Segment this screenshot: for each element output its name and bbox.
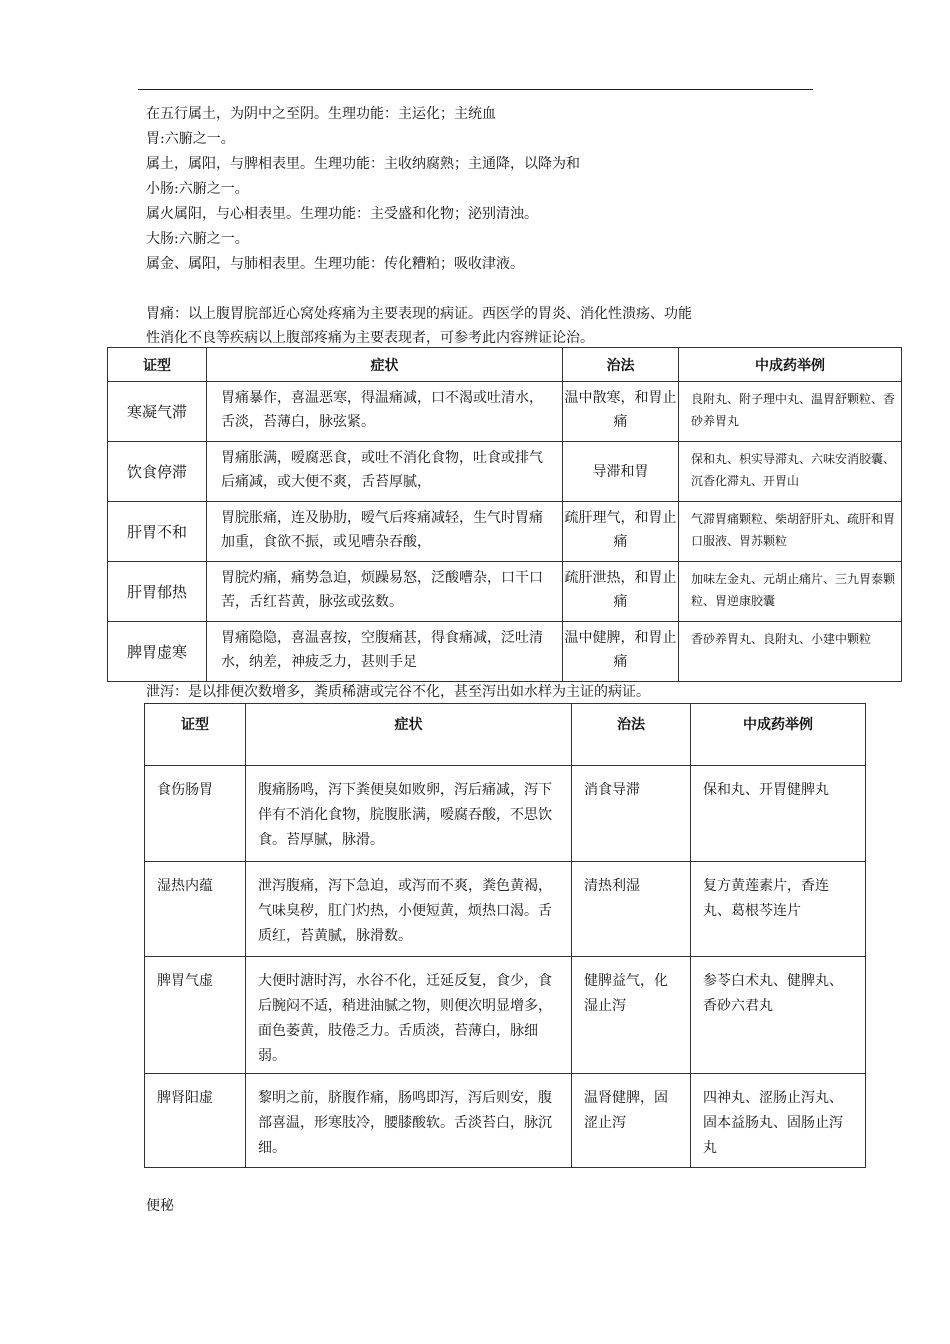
cell-treatment: 导滞和胃	[592, 463, 649, 480]
cell-treatment: 疏肝理气，和胃止痛	[564, 510, 677, 550]
cell-treatment: 疏肝泄热，和胃止痛	[564, 570, 677, 610]
bianmi-heading: 便秘	[146, 1198, 174, 1214]
header-medicine: 中成药举例	[679, 348, 902, 382]
weitong-description: 胃痛：以上腹胃脘部近心窝处疼痛为主要表现的病证。西医学的胃炎、消化性溃疡、功能	[146, 306, 692, 322]
table-header-row	[145, 704, 866, 766]
cell-treatment: 温中健脾，和胃止痛	[564, 630, 677, 670]
cell-medicine: 四神丸、涩肠止泻丸、固本益肠丸、固肠止泻丸	[691, 1074, 866, 1168]
table-header-row	[108, 348, 902, 382]
intro-line: 属金、属阳，与肺相表里。生理功能：传化糟粕；吸收津液。	[146, 256, 524, 272]
table-row	[145, 1074, 866, 1168]
xiexie-table	[144, 703, 866, 1168]
cell-treatment: 消食导滞	[572, 766, 691, 862]
cell-symptoms: 泄泻腹痛，泻下急迫，或泻而不爽，粪色黄褐，气味臭秽，肛门灼热，小便短黄，烦热口渴。舌质红，苔黄腻，脉滑数。	[246, 862, 572, 957]
xiexie-description: 泄泻：是以排便次数增多，粪质稀溏或完谷不化，甚至泻出如水样为主证的病证。	[146, 684, 650, 700]
weitong-table	[107, 347, 902, 682]
table-row	[145, 766, 866, 862]
intro-line: 小肠:六腑之一。	[146, 181, 249, 197]
intro-line: 胃:六腑之一。	[146, 131, 235, 147]
intro-line: 大肠:六腑之一。	[146, 231, 249, 247]
cell-treatment: 温肾健脾，固涩止泻	[572, 1074, 691, 1168]
cell-symptoms: 胃痛暴作，喜温恶寒，得温痛减，口不渴或吐清水，舌淡，苔薄白，脉弦紧。	[221, 390, 543, 430]
cell-symptoms: 黎明之前，脐腹作痛，肠鸣即泻，泻后则安，腹部喜温，形寒肢冷，腰膝酸软。舌淡苔白，脉沉细。	[246, 1074, 572, 1168]
cell-treatment: 健脾益气，化湿止泻	[572, 957, 691, 1074]
cell-type: 湿热内蕴	[145, 862, 246, 957]
cell-type: 寒凝气滞	[108, 382, 207, 442]
cell-treatment: 温中散寒，和胃止痛	[564, 390, 677, 430]
cell-type: 饮食停滞	[108, 442, 207, 502]
cell-symptoms: 胃脘胀痛，连及胁肋，嗳气后疼痛减轻，生气时胃痛加重，食欲不振，或见嘈杂吞酸，	[221, 510, 543, 550]
cell-symptoms: 大便时溏时泻，水谷不化，迁延反复，食少，食后腕闷不适，稍进油腻之物，则便次明显增多，面色萎黄，肢倦乏力。舌质淡，苔薄白，脉细弱。	[246, 957, 572, 1074]
weitong-description: 性消化不良等疾病以上腹部疼痛为主要表现者，可参考此内容辨证论治。	[146, 330, 594, 346]
cell-type: 食伤肠胃	[145, 766, 246, 862]
intro-line: 属火属阳，与心相表里。生理功能：主受盛和化物；泌别清浊。	[146, 206, 538, 222]
table-row	[108, 442, 902, 502]
table-row	[108, 622, 902, 682]
header-medicine: 中成药举例	[691, 704, 866, 766]
cell-symptoms: 胃痛隐隐，喜温喜按，空腹痛甚，得食痛减，泛吐清水，纳差，神疲乏力，甚则手足	[221, 630, 543, 670]
cell-type: 肝胃郁热	[108, 562, 207, 622]
cell-medicine: 气滞胃痛颗粒、柴胡舒肝丸、疏肝和胃口服液、胃苏颗粒	[691, 512, 895, 548]
table-row	[108, 382, 902, 442]
header-type: 证型	[108, 348, 207, 382]
table-row	[108, 562, 902, 622]
table-row	[108, 502, 902, 562]
cell-treatment: 清热利湿	[572, 862, 691, 957]
cell-medicine: 保和丸、枳实导滞丸、六味安消胶囊、沉香化滞丸、开胃山	[691, 452, 895, 488]
cell-medicine: 保和丸、开胃健脾丸	[691, 766, 866, 862]
header-type: 证型	[145, 704, 246, 766]
intro-line: 属土，属阳，与脾相表里。生理功能：主收纳腐熟；主通降，以降为和	[146, 156, 580, 172]
cell-symptoms: 胃痛胀满，嗳腐恶食，或吐不消化食物，吐食或排气后痛减，或大便不爽，舌苔厚腻，	[221, 450, 543, 490]
top-rule	[138, 89, 813, 90]
cell-medicine: 加味左金丸、元胡止痛片、三九胃泰颗粒、胃逆康胶囊	[691, 572, 895, 608]
header-treatment: 治法	[572, 704, 691, 766]
intro-line: 在五行属土，为阴中之至阴。生理功能：主运化；主统血	[146, 106, 496, 122]
cell-type: 脾胃虚寒	[108, 622, 207, 682]
header-symptoms: 症状	[207, 348, 563, 382]
cell-type: 肝胃不和	[108, 502, 207, 562]
cell-type: 脾胃气虚	[145, 957, 246, 1074]
cell-medicine: 良附丸、附子理中丸、温胃舒颗粒、香砂养胃丸	[691, 392, 895, 428]
cell-symptoms: 胃脘灼痛，痛势急迫，烦躁易怒，泛酸嘈杂，口干口苦，舌红苔黄，脉弦或弦数。	[221, 570, 543, 610]
cell-type: 脾肾阳虚	[145, 1074, 246, 1168]
cell-symptoms: 腹痛肠鸣，泻下粪便臭如败卵，泻后痛减，泻下伴有不消化食物，脘腹胀满，嗳腐吞酸，不思饮食。苔厚腻，脉滑。	[246, 766, 572, 862]
cell-medicine: 参苓白术丸、健脾丸、香砂六君丸	[691, 957, 866, 1074]
header-symptoms: 症状	[246, 704, 572, 766]
header-treatment: 治法	[563, 348, 679, 382]
table-row	[145, 862, 866, 957]
cell-medicine: 香砂养胃丸、良附丸、小建中颗粒	[691, 632, 872, 646]
table-row	[145, 957, 866, 1074]
cell-medicine: 复方黄莲素片，香连丸、葛根芩连片	[691, 862, 866, 957]
